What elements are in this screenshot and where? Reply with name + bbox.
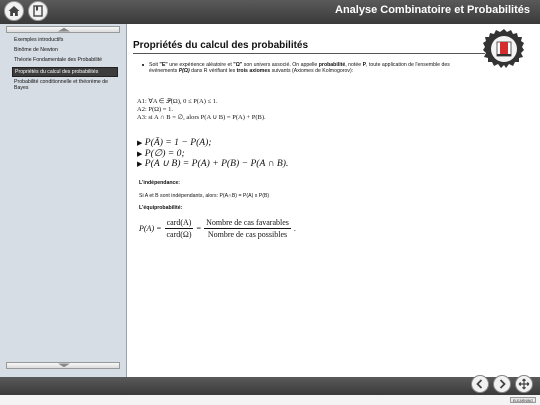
sidebar-item-proprietes[interactable]: Propriétés du calcul des probabilités xyxy=(12,67,118,77)
triangle-bullet-icon: ▶ xyxy=(137,160,143,168)
chevron-left-icon xyxy=(474,378,486,390)
intro-paragraph: Soit "E" une expérience aléatoire et "Ω" son univers associé. On appelle probabilité, notée P, toute application de l'ensemble des événements P(Ω) dans R vérifiant les trois axiomes suivants (Axiomes de Kolmogorov): xyxy=(149,62,450,75)
book-icon xyxy=(31,4,45,18)
property-union: ▶ P(A ∪ B) = P(A) + P(B) − P(A ∩ B). xyxy=(137,158,289,169)
fullscreen-icon xyxy=(518,378,530,390)
book-badge-icon xyxy=(483,28,525,70)
property-complement: ▶ P(Ā) = 1 − P(A); xyxy=(137,137,212,148)
fullscreen-button[interactable] xyxy=(515,375,533,393)
properties-list xyxy=(137,138,288,170)
equiprobability-formula: P(A) = $\frac{\text{card(A)}}{\text{card(Ω)}}$ = $\frac{\text{Nombre de cas favarables}}{\text{Nombre de cas possibles}}$ . xyxy=(139,218,296,239)
equiprobability-heading: L'équiprobabilité: xyxy=(139,205,183,211)
app-title: Analyse Combinatoire et Probabilités xyxy=(335,4,530,16)
home-button[interactable] xyxy=(4,1,24,21)
next-button[interactable] xyxy=(493,375,511,393)
sidebar-item-binome[interactable]: Binôme de Newton xyxy=(14,47,58,53)
footer-badge: ELEARNING xyxy=(510,397,536,403)
chevron-right-icon xyxy=(496,378,508,390)
bullet xyxy=(142,64,144,66)
fraction-card: $\frac{\text{card(A)}}{\text{card(Ω)}}$ xyxy=(166,218,192,239)
title-divider xyxy=(133,53,485,54)
fraction-cases: $\frac{\text{Nombre de cas favarables}}{\text{Nombre de cas possibles}}$ xyxy=(206,218,289,239)
previous-button[interactable] xyxy=(471,375,489,393)
axiom-a3: A3: si A ∩ B = ∅, alors P(A ∪ B) = P(A) + P(B). xyxy=(137,114,266,122)
axiom-a1: A1: ∀A ∈ 𝒫(Ω), 0 ≤ P(A) ≤ 1. xyxy=(137,98,218,105)
sidebar xyxy=(0,24,127,377)
property-empty-set: ▶ P(∅) = 0; xyxy=(137,147,185,159)
top-bar xyxy=(0,0,540,24)
home-icon xyxy=(7,4,21,18)
bottom-bar xyxy=(0,377,540,395)
axioms-list xyxy=(137,98,266,123)
axiom-a2: A2: P(Ω) = 1. xyxy=(137,106,173,114)
sidebar-item-theorie[interactable]: Théorie Fondamentale des Probabilité xyxy=(14,57,102,63)
chevron-up-icon xyxy=(57,27,71,32)
content-area xyxy=(127,24,540,377)
chevron-down-icon xyxy=(57,363,71,368)
book-button[interactable] xyxy=(28,1,48,21)
triangle-bullet-icon: ▶ xyxy=(137,139,143,147)
sidebar-scroll-down[interactable] xyxy=(6,362,120,369)
sidebar-item-exemples[interactable]: Exemples introductifs xyxy=(14,37,64,43)
sidebar-item-bayes[interactable]: Probabilité conditionnelle et théorème de Bayes xyxy=(14,79,109,91)
independence-text: Si A et B sont indépendants, alors: P(A∩B) = P(A) x P(B) xyxy=(139,193,270,199)
independence-heading: L'indépendance: xyxy=(139,180,181,186)
triangle-bullet-icon: ▶ xyxy=(137,149,143,158)
sidebar-scroll-up[interactable] xyxy=(6,26,120,33)
page-title: Propriétés du calcul des probabilités xyxy=(133,40,309,51)
footer xyxy=(0,395,540,405)
